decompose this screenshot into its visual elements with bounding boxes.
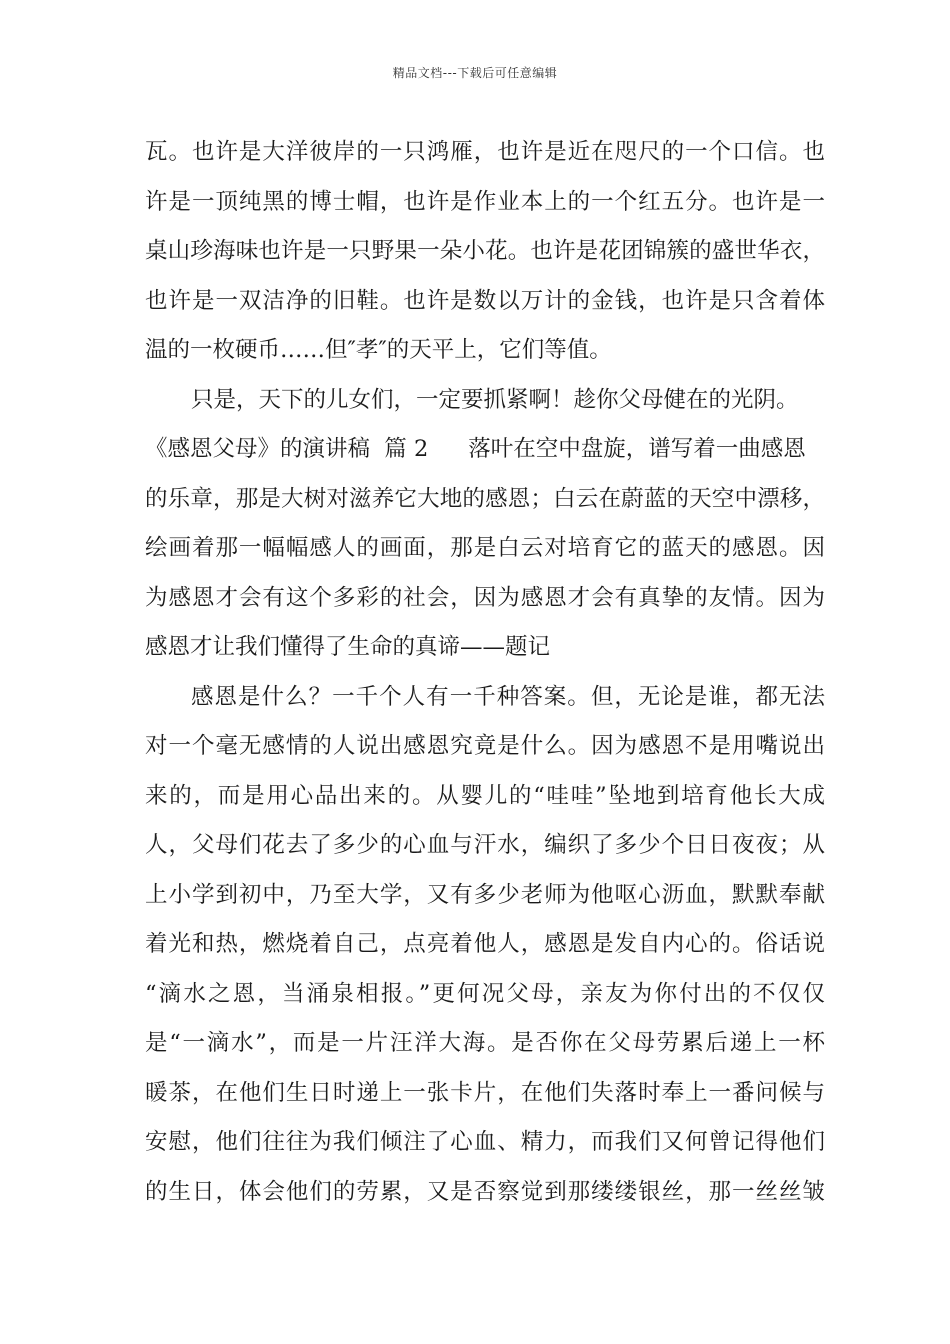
text-line: 来的，而是用心品出来的。从婴儿的“哇哇”坠地到培育他长大成 [145,782,825,809]
text-line: 温的一枚硬币……但″孝″的天平上，它们等值。 [145,337,612,363]
text-line: 安慰，他们往往为我们倾注了心血、精力，而我们又何曾记得他们 [145,1129,825,1155]
text-line: 也许是一双洁净的旧鞋。也许是数以万计的金钱，也许是只含着体 [145,287,825,314]
text-line: “滴水之恩，当涌泉相报。”更何况父母，亲友为你付出的不仅仅 [145,980,825,1007]
text-line: 的乐章，那是大树对滋养它大地的感恩；白云在蔚蓝的天空中漂移， [145,485,825,512]
page-header: 精品文档---下载后可任意编辑 [392,66,558,80]
text-line: 为感恩才会有这个多彩的社会，因为感恩才会有真挚的友情。因为 [145,584,825,611]
document-body [145,128,825,1217]
text-line [145,425,825,475]
text-line: 瓦。也许是大洋彼岸的一只鸿雁，也许是近在咫尺的一个口信。也 [145,139,825,165]
text-line: 桌山珍海味也许是一只野果一朵小花。也许是花团锦簇的盛世华衣， [145,238,825,264]
text-line: 着光和热，燃烧着自己，点亮着他人，感恩是发自内心的。俗话说 [145,931,825,957]
text-line: 感恩才让我们懂得了生命的真谛——题记 [145,634,551,660]
text-line-continuation: 落叶在空中盘旋，谱写着一曲感恩 [468,436,806,462]
text-line: 感恩是什么？一千个人有一千种答案。但，无论是谁，都无法 [191,683,825,710]
text-line: 人，父母们花去了多少的心血与汗水，编织了多少个日日夜夜；从 [145,832,825,858]
text-line: 上小学到初中，乃至大学，又有多少老师为他呕心沥血，默默奉献 [145,881,825,908]
text-line: 许是一顶纯黑的博士帽，也许是作业本上的一个红五分。也许是一 [145,188,825,215]
section-heading: 《感恩父母》的演讲稿 篇 2 [145,436,429,462]
text-line: 对一个毫无感情的人说出感恩究竟是什么。因为感恩不是用嘴说出 [145,733,825,759]
text-line: 暖茶，在他们生日时递上一张卡片，在他们失落时奉上一番问候与 [145,1079,825,1106]
text-line: 是“一滴水”，而是一片汪洋大海。是否你在父母劳累后递上一杯 [145,1030,825,1056]
text-line: 的生日，体会他们的劳累，又是否察觉到那缕缕银丝，那一丝丝皱 [145,1178,825,1205]
text-line: 只是，天下的儿女们，一定要抓紧啊！趁你父母健在的光阴。 [191,386,799,413]
text-line: 绘画着那一幅幅感人的画面，那是白云对培育它的蓝天的感恩。因 [145,535,825,561]
